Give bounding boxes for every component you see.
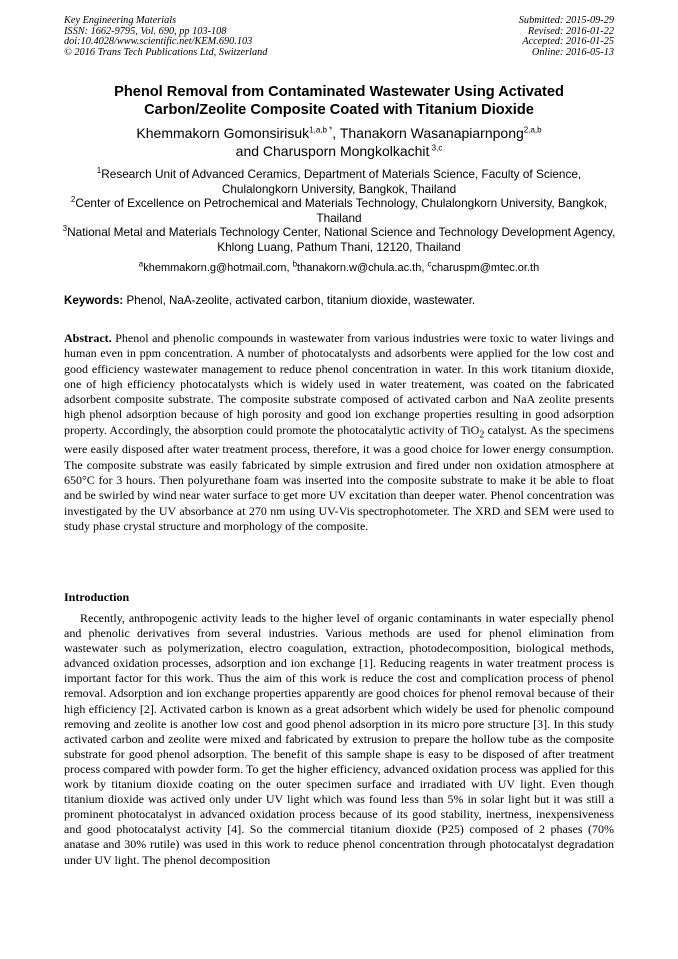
author-line-1: [40, 124, 638, 142]
keywords-label: Keywords:: [64, 294, 124, 307]
issn-line: ISSN: 1662-9795, Vol. 690, pp 103-108: [64, 25, 227, 37]
online-date: Online: 2016-05-13: [531, 46, 614, 58]
email-address: khemmakorn.g@hotmail.com,: [143, 262, 293, 274]
paper-title: [40, 83, 638, 119]
submitted-date: Submitted: 2015-09-29: [518, 15, 614, 26]
copyright-line: © 2016 Trans Tech Publications Ltd, Switzerland: [64, 46, 268, 58]
author-separator: ,: [332, 125, 340, 141]
author-name: Khemmakorn Gomonsirisuk: [136, 125, 310, 141]
introduction-paragraph: Recently, anthropogenic activity leads to the higher level of organic contaminants in water especially phenol and phenolic derivatives from several industries. Various methods are used for phenol elimination from wastewater such as polymerization, electro coagulation, extraction, photodecomposition, biological methods, advanced oxidation processes, adsorption and ion exchange [1]. Reducing reagents in water treatment process is important factor for this work. Thus the aim of this work is reduce the cost and complication process of phenol removal. Adsorption and ion exchange properties apparently are good choices for phenol removal because of their high efficiency [2]. Activated carbon is known as a great adsorbent which widely be used for phenolic compound removing and zeolite is another low cost and good phenol adsorption in its micro pore structure [3]. In this study activated carbon and zeolite were mixed and fabricated by extrusion to prepare the hollow tube as the composite substrate for good phenol adsorption. The benefit of this sample shape is easy to be disposed of after treatment process compared with powder form. To get the higher efficiency, advanced oxidation process was applied for this work by titanium dioxide coating on the outer specimen surface and irradiated with UV light. Even though titanium dioxide was actived only under UV light which was found less than 5% in solar light but it was still a prominent photocatalyst in advanced oxidation process because of its good stability, inertness, inexpensiveness and good photocatalyst activity [4]. So the commercial titanium dioxide (P25) composed of 2 phases (70% anatase and 30% rutile) was used in this work to reduce phenol concentration through photocatalyst degradation under UV light. The phenol decomposition: [64, 611, 614, 867]
title-line-2: Carbon/Zeolite Composite Coated with Titanium Dioxide: [144, 102, 534, 118]
email-mark: a: [138, 259, 144, 269]
author-list: [40, 124, 638, 160]
author-conjunction: and: [235, 143, 263, 159]
affiliation-number: 2: [70, 195, 76, 205]
subscript-2: 2: [479, 429, 485, 441]
journal-name: Key Engineering Materials: [64, 15, 177, 26]
accepted-date: Accepted: 2016-01-25: [522, 36, 614, 48]
email-address: charuspm@mtec.or.th: [431, 262, 540, 274]
email-address: thanakorn.w@chula.ac.th,: [297, 262, 428, 274]
affiliation-text: Research Unit of Advanced Ceramics, Department of Materials Science, Faculty of Science, Chulalongkorn University, Bangkok, Thailand: [101, 167, 582, 196]
email-mark: b: [292, 259, 298, 269]
author-emails: [40, 261, 638, 275]
journal-header-right: [519, 16, 614, 58]
affiliation-2: [60, 196, 618, 225]
affiliation-text: Center of Excellence on Petrochemical and Materials Technology, Chulalongkorn University, Bangkok, Thailand: [75, 196, 608, 225]
doi-line: doi:10.4028/www.scientific.net/KEM.690.103: [64, 36, 253, 48]
revised-date: Revised: 2016-01-22: [527, 25, 614, 37]
author-name: Charusporn Mongkolkachit: [262, 143, 430, 159]
abstract-text-continued: catalyst. As the specimens were easily disposed after water treatment process, therefore, it was a good choice for lower energy consumption. The composite substrate was easily fabricated by simple extrusion and fired under non oxidation atmosphere at 650°C for 3 hours. Then polyurethane foam was inserted into the composite substrate to make it be able to float and be swirled by wind near water surface to get more UV excitation than deeper water. Phenol concentration was investigated by the UV absorbance at 270 nm using UV-Vis spectrophotometer. The XRD and SEM were used to study phase crystal structure and morphology of the composite.: [64, 422, 614, 533]
affiliation-number: 3: [62, 224, 68, 234]
abstract-label: Abstract.: [64, 331, 112, 345]
introduction-heading: Introduction: [64, 590, 130, 604]
author-affiliation-mark: 1,a,b *: [309, 125, 333, 135]
affiliation-text: National Metal and Materials Technology Center, National Science and Technology Development Agency, Khlong Luang, Pathum Thani, 12120, Thailand: [67, 225, 616, 254]
author-name: Thanakorn Wasanapiarnpong: [339, 125, 524, 141]
keywords-text: Phenol, NaA-zeolite, activated carbon, titanium dioxide, wastewater.: [123, 294, 476, 307]
affiliation-number: 1: [96, 166, 102, 176]
abstract-paragraph: [64, 331, 614, 534]
author-line-2: [40, 142, 638, 160]
abstract-text: Phenol and phenolic compounds in wastewater from various industries were toxic to water livings and human even in ppm concentration. A number of photocatalysts and adsorbents were applied for the low cost and good efficiency wastewater management to reduce phenol concentration in water. In this work titanium dioxide, one of high efficiency photocatalysts which is widely used in water treatement, was coated on the fabricated adsorbent composite substrate. The composite substrate composed of activated carbon and NaA zeolite presents high phenol adsorption because of high porosity and good ion exchange properties resulting in good adsorption property. Accordingly, the absorption could promote the photocatalytic activity of TiO: [64, 331, 614, 437]
title-line-1: Phenol Removal from Contaminated Wastewater Using Activated: [114, 84, 564, 100]
affiliation-3: [60, 225, 618, 254]
author-affiliation-mark: 3,c: [429, 143, 443, 153]
journal-header-left: [64, 16, 267, 58]
author-affiliation-mark: 2,a,b: [523, 125, 542, 135]
email-mark: c: [427, 259, 432, 269]
affiliation-1: [60, 167, 618, 196]
keywords-line: [64, 294, 614, 308]
